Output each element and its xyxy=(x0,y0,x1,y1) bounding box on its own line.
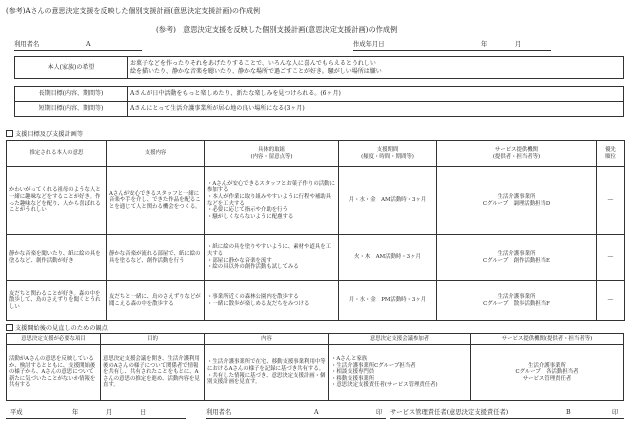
purpose-cell: 意思決定支援会議を開き、生活介護利用後のAさんの様子について関係者で情報を共有し、共有されたことをもとに、Aさんの意思の推定を進め、活動内容を見直す。 xyxy=(101,345,205,401)
short-term-goal-label: 短期目標(内容、期間等) xyxy=(15,102,128,117)
signature-date-line xyxy=(6,409,186,419)
table-row xyxy=(7,167,625,235)
header-purpose: 目的 xyxy=(101,334,205,345)
support-plan-section-title: 支援目標及び支援計画等 xyxy=(6,130,83,139)
estimated-wish-cell: 静かな音楽を聞いたり、紙に絵の具を塗るなど、創作活動が好き xyxy=(7,235,107,281)
header-participants: 意思決定支援会議参加者 xyxy=(329,334,471,345)
content-cell xyxy=(205,345,329,401)
header-content: 内容 xyxy=(205,334,329,345)
content-item: ・共有した情報に基づき、意思決定支援計画・個別支援計画を見直す。 xyxy=(207,372,326,386)
priority-cell: ― xyxy=(597,235,625,281)
wishes-table xyxy=(14,56,624,79)
table-row xyxy=(7,235,625,281)
participant-item: ・相談支援専門員 xyxy=(331,369,375,376)
signature-manager-value: B xyxy=(566,409,571,416)
approach-item: ・必要に応じて指示や介助を行う xyxy=(207,207,288,214)
seal-mark: 印 xyxy=(376,409,383,416)
long-term-goal-label: 長期目標(内容、期間等) xyxy=(15,87,128,102)
header-estimated-wish: 推定される本人の意思 xyxy=(7,141,107,167)
support-content-cell: 友だちと一緒に、鳥のさえずりなどが聞こえる森の中を散歩する xyxy=(107,281,205,321)
header-support-content: 支援内容 xyxy=(107,141,205,167)
support-plan-header-row xyxy=(7,141,625,167)
participant-item: ・移動支援事業所 xyxy=(331,375,375,382)
signature-year-label: 年 xyxy=(72,409,79,416)
support-plan-table xyxy=(6,140,625,321)
decision-topic-cell: 活動がAさんの意思を反映しているか、検討するとともに、支援開始後の様子から、Aさんの意思について新たに気づいたことがないか情報を共有する xyxy=(7,345,101,401)
signature-day-label: 日 xyxy=(140,409,147,416)
signature-manager-label: サービス管理責任者(意思決定支援責任者) xyxy=(390,409,509,416)
estimated-wish-cell: かわいがってくれる祖母のような人と一緒に趣味などをすることが好き。作った趣味などを配り、人から喜ばれることがうれしい xyxy=(7,167,107,235)
service-provider-cell: 生活介護事業所 Cグループ 調理活動担当D xyxy=(437,167,597,235)
document-title: (参考)Aさんの意思決定支援を反映した個別支援計画(意思決定支援計画)の作成例 xyxy=(6,7,260,15)
header-decision-topic: 意思決定支援が必要な項目 xyxy=(7,334,101,345)
signature-user-value: A xyxy=(314,409,319,416)
wish-line: 絵を描いたり、静かな音楽を聴いたり、静かな場所で過ごすことが好き。騒がしい場所は嫌い xyxy=(130,67,382,75)
participants-cell xyxy=(329,345,471,401)
priority-cell: ― xyxy=(597,167,625,235)
wish-line: お菓子などを作ったりそれをあげたりすることで、いろんな人に喜んでもらえるとうれしい xyxy=(130,60,376,68)
table-row xyxy=(7,281,625,321)
content-item: ・生活介護事業所で在宅、移動支援事業利用中等におけるAさんの様子を記録に基づき共有する。 xyxy=(207,359,326,372)
user-name-field xyxy=(14,41,142,51)
header-support-period: 支援期間 (頻度・時間・期間等) xyxy=(339,141,437,167)
approach-item: ・一緒に散歩が楽しめる友だちをみつける xyxy=(207,300,310,307)
signature-manager-line xyxy=(390,409,624,419)
creation-year-label: 年 xyxy=(481,41,488,48)
decision-header-row xyxy=(7,334,624,345)
document-subtitle: (参考) 意思決定支援を反映した個別支援計画(意思決定支援計画)の作成例 xyxy=(156,25,398,34)
support-content-cell: 静かな音楽が流れる部屋で、紙に絵の具を塗るなど、創作活動を行う xyxy=(107,235,205,281)
specific-approach-cell xyxy=(205,281,339,321)
header-specific-approach: 具体的取組 (内容・留意点等) xyxy=(205,141,339,167)
support-period-cell: 月・水・金 PM活動時・3ヶ月 xyxy=(339,281,437,321)
participant-item: ・Aさんと家族 xyxy=(331,356,368,363)
signature-user-label: 利用者名 xyxy=(206,409,232,416)
specific-approach-cell xyxy=(205,167,339,235)
approach-item: ・事業所近くの森林公園内を散歩する xyxy=(207,293,299,300)
wishes-label: 本人(家族)の希望 xyxy=(15,57,128,79)
checkbox-square-icon xyxy=(6,324,13,331)
approach-item: ・絵の具以外の創作活動も試してみる xyxy=(207,264,299,271)
approach-item: ・Aさんが安心できるスタッフとお菓子作りの活動に参加する xyxy=(207,180,335,194)
approach-item: ・紙に絵の具を塗りやすいように、素材や道具を工夫する xyxy=(207,244,332,257)
checkbox-square-icon xyxy=(6,130,13,137)
goals-table xyxy=(14,86,624,117)
participant-item: ・生活介護事業所Cグループ担当者 xyxy=(331,362,416,369)
era-label: 平成 xyxy=(10,409,23,416)
header-provider: サービス提供機関(提供者・担当者等) xyxy=(471,334,624,345)
estimated-wish-cell: 友だちと関わることが好き。森の中を散歩して、鳥のさえずりを聞くとうれしい xyxy=(7,281,107,321)
service-provider-cell: 生活介護事業所 Cグループ 散歩活動担当F xyxy=(437,281,597,321)
service-provider-cell: 生活介護事業所 Cグループ 創作活動担当E xyxy=(437,235,597,281)
user-name-label: 利用者名 xyxy=(14,41,40,48)
approach-item: ・本人が作業に取り組みやすいように行程や補助具などを工夫する xyxy=(207,193,332,207)
creation-date-field xyxy=(353,41,551,51)
decision-support-table xyxy=(6,333,624,401)
specific-approach-cell xyxy=(205,235,339,281)
creation-month-label: 月 xyxy=(515,41,522,48)
creation-date-label: 作成年月日 xyxy=(353,41,385,48)
support-content-cell: Aさんが安心できるスタッフと一緒に音楽や手を介し、できた作品を配ることを通じて人と関わる機会をつくる。 xyxy=(107,167,205,235)
long-term-goal-value: Aさんが日中活動をもっと楽しめたり、新たな楽しみを見つけられる。(6ヶ月) xyxy=(128,87,624,102)
participant-item: ・意思決定支援責任者(サービス管理責任者) xyxy=(331,382,438,389)
wishes-content xyxy=(128,57,624,79)
user-name-value: A xyxy=(86,41,91,48)
signature-user-line xyxy=(206,409,386,419)
approach-item: ・部屋に静かな音楽を流す xyxy=(207,257,272,264)
header-service-provider: サービス提供機関 (提供者・担当者等) xyxy=(437,141,597,167)
short-term-goal-value: Aさんにとって生活介護事業所が居心地の良い場所になる(3ヶ月) xyxy=(128,102,624,117)
table-row xyxy=(7,345,624,401)
seal-mark: 印 xyxy=(612,409,619,416)
signature-month-label: 月 xyxy=(106,409,113,416)
priority-cell: ― xyxy=(597,281,625,321)
review-section-title: 支援開始後の見直しのための観点 xyxy=(6,324,108,333)
header-priority: 優先 順位 xyxy=(597,141,625,167)
approach-item: ・騒がしくならないように配慮する xyxy=(207,213,294,220)
provider-cell: 生活介護事業所 Cグループ 各活動担当者 サービス管理責任者 xyxy=(471,345,624,401)
support-period-cell: 月・水・金 AM活動時・3ヶ月 xyxy=(339,167,437,235)
support-period-cell: 火・木 AM活動時・3ヶ月 xyxy=(339,235,437,281)
